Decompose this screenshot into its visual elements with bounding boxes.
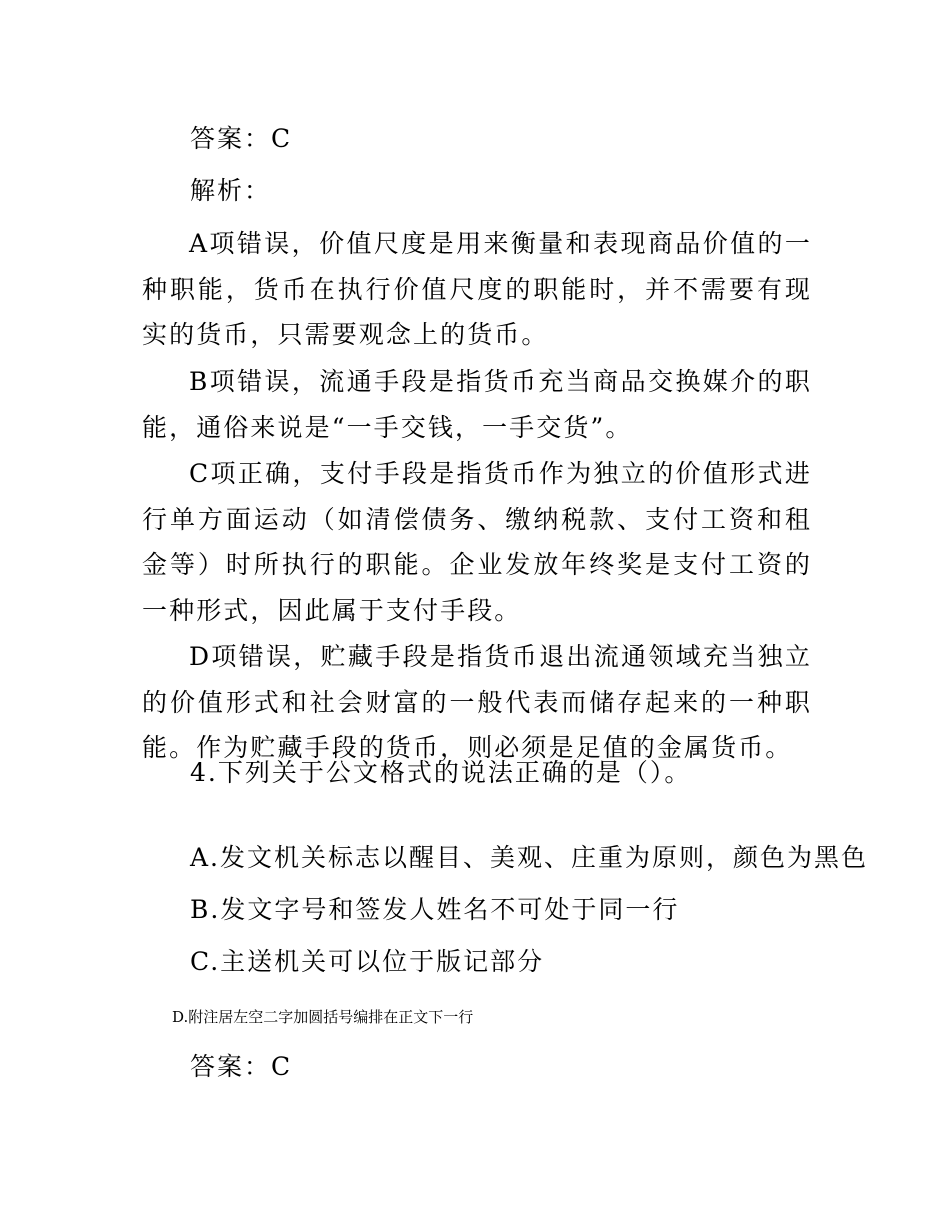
- option-a: A.发文机关标志以醒目、美观、庄重为原则，颜色为黑色: [190, 843, 869, 872]
- analysis-paragraph-b: B项错误，流通手段是指货币充当商品交换媒介的职能，通俗来说是“一手交钱，一手交货”。: [142, 367, 812, 442]
- analysis-label: 解析：: [190, 176, 272, 205]
- answer-line-2: 答案：C: [190, 1052, 293, 1081]
- analysis-paragraph-d: D项错误，贮藏手段是指货币退出流通领域充当独立的价值形式和社会财富的一般代表而储存起来的一种职能。作为贮藏手段的货币，则必须是足值的金属货币。: [142, 642, 812, 762]
- option-d: D.附注居左空二字加圆括号编排在正文下一行: [172, 1008, 474, 1026]
- analysis-paragraph-c: C项正确，支付手段是指货币作为独立的价值形式进行单方面运动（如清偿债务、缴纳税款、支付工资和租金等）时所执行的职能。企业发放年终奖是支付工资的一种形式，因此属于支付手段。: [142, 459, 812, 625]
- question-stem: 4.下列关于公文格式的说法正确的是（）。: [190, 758, 692, 787]
- answer-line: 答案：C: [190, 124, 293, 153]
- option-b: B.发文字号和签发人姓名不可处于同一行: [190, 895, 680, 924]
- option-c: C.主送机关可以位于版记部分: [190, 947, 545, 976]
- analysis-paragraph-a: A项错误，价值尺度是用来衡量和表现商品价值的一种职能，货币在执行价值尺度的职能时，并不需要有现实的货币，只需要观念上的货币。: [142, 229, 812, 349]
